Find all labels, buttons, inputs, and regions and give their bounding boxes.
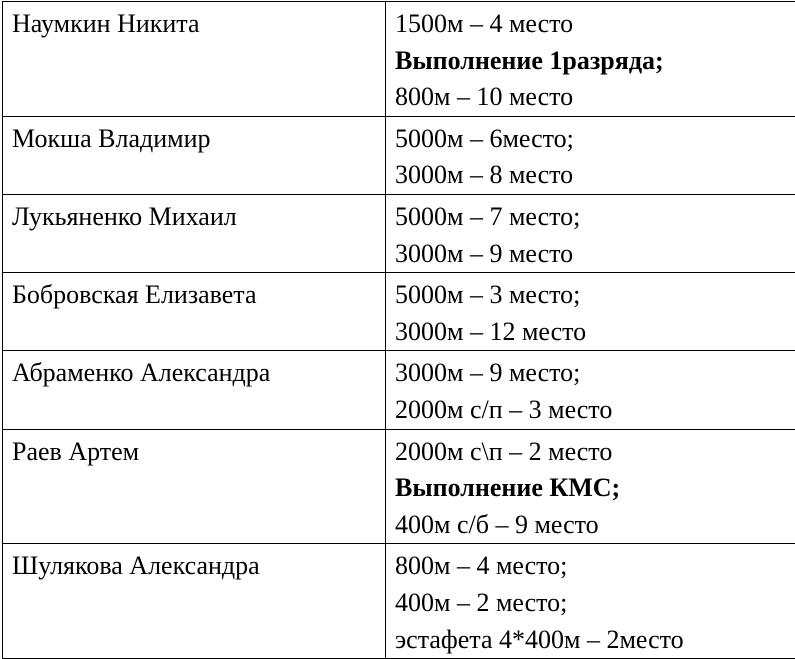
athlete-name-cell bbox=[3, 116, 386, 194]
athlete-name-cell bbox=[3, 429, 386, 544]
result-line: 2000м с/п – 3 место bbox=[395, 392, 795, 429]
results-table-body bbox=[3, 2, 795, 659]
result-line: 800м – 10 место bbox=[395, 79, 795, 116]
table-row bbox=[3, 544, 795, 659]
result-line: 400м – 2 место; bbox=[395, 585, 795, 622]
athlete-name: Наумкин Никита bbox=[12, 6, 377, 43]
results-cell bbox=[386, 544, 795, 659]
result-line: 3000м – 12 место bbox=[395, 314, 795, 351]
results-cell bbox=[386, 116, 795, 194]
athlete-name: Лукьяненко Михаил bbox=[12, 199, 377, 236]
athlete-name: Шулякова Александра bbox=[12, 548, 377, 585]
athlete-name-cell bbox=[3, 273, 386, 351]
results-cell bbox=[386, 2, 795, 117]
athlete-name: Мокша Владимир bbox=[12, 121, 377, 158]
results-table bbox=[2, 1, 795, 659]
result-line: 5000м – 3 место; bbox=[395, 277, 795, 314]
qualification-note: Выполнение КМС; bbox=[395, 470, 795, 507]
qualification-note: Выполнение 1разряда; bbox=[395, 43, 795, 80]
result-line: 3000м – 8 место bbox=[395, 157, 795, 194]
athlete-name-cell bbox=[3, 194, 386, 272]
athlete-name: Бобровская Елизавета bbox=[12, 277, 377, 314]
table-row bbox=[3, 2, 795, 117]
result-line: 2000м с\п – 2 место bbox=[395, 434, 795, 471]
table-row bbox=[3, 273, 795, 351]
athlete-name-cell bbox=[3, 544, 386, 659]
athlete-name: Абраменко Александра bbox=[12, 355, 377, 392]
result-line: 3000м – 9 место; bbox=[395, 355, 795, 392]
table-row bbox=[3, 194, 795, 272]
results-cell bbox=[386, 194, 795, 272]
athlete-name-cell bbox=[3, 2, 386, 117]
table-row bbox=[3, 116, 795, 194]
result-line: 3000м – 9 место bbox=[395, 236, 795, 273]
result-line: 5000м – 7 место; bbox=[395, 199, 795, 236]
table-row bbox=[3, 351, 795, 429]
table-row bbox=[3, 429, 795, 544]
result-line: 400м с/б – 9 место bbox=[395, 507, 795, 544]
athlete-name-cell bbox=[3, 351, 386, 429]
results-cell bbox=[386, 429, 795, 544]
results-cell bbox=[386, 351, 795, 429]
result-line: эстафета 4*400м – 2место bbox=[395, 622, 795, 659]
results-cell bbox=[386, 273, 795, 351]
result-line: 800м – 4 место; bbox=[395, 548, 795, 585]
result-line: 5000м – 6место; bbox=[395, 121, 795, 158]
result-line: 1500м – 4 место bbox=[395, 6, 795, 43]
athlete-name: Раев Артем bbox=[12, 434, 377, 471]
